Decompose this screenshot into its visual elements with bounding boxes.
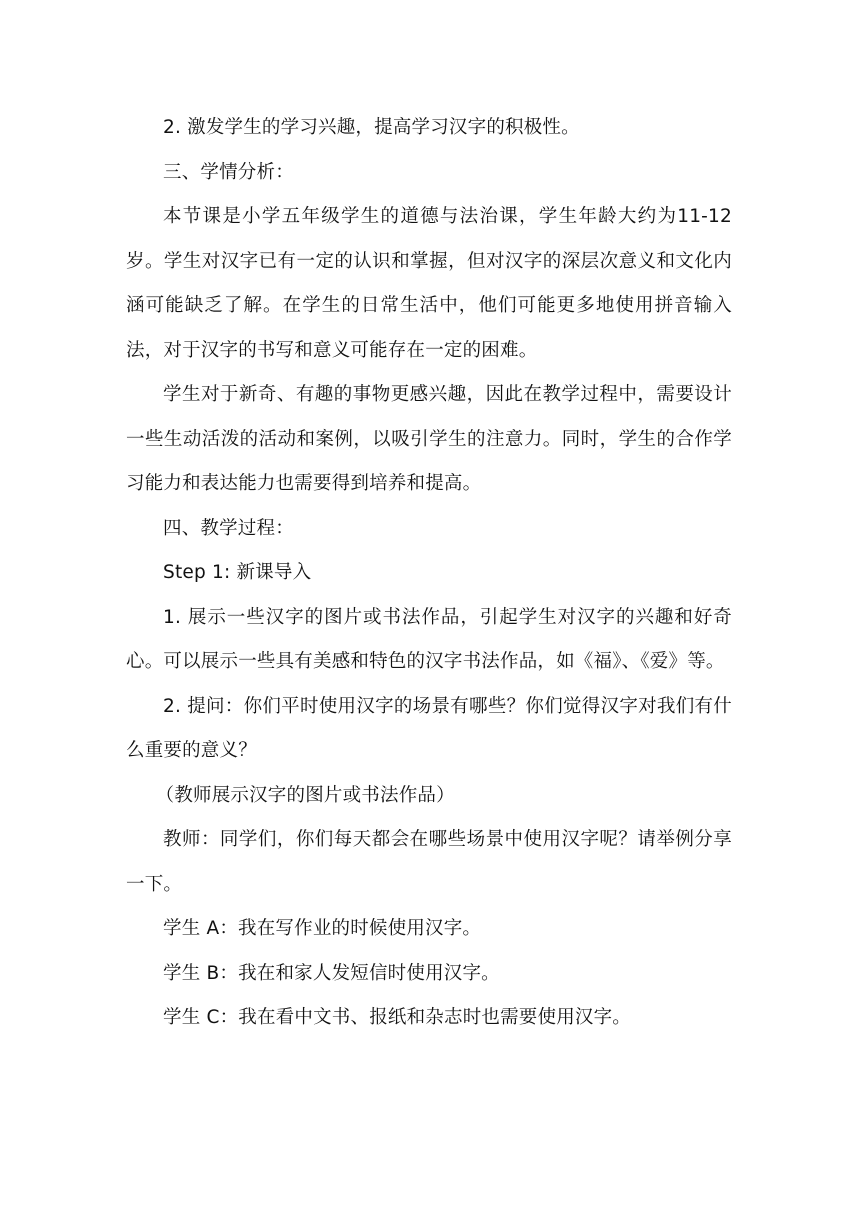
- paragraph-learner-analysis-2: 学生对于新奇、有趣的事物更感兴趣，因此在教学过程中，需要设计一些生动活泼的活动和案例，以吸引学生的注意力。同时，学生的合作学习能力和表达能力也需要得到培养和提高。: [126, 384, 732, 494]
- document-page: [126, 106, 732, 1041]
- paragraph-goal-2: 2. 激发学生的学习兴趣，提高学习汉字的积极性。: [163, 117, 580, 138]
- paragraph-student-a: 学生 A：我在写作业的时候使用汉字。: [163, 918, 482, 939]
- paragraph-stage-direction: （教师展示汉字的图片或书法作品）: [155, 784, 455, 806]
- paragraph-step-item-2: 2. 提问：你们平时使用汉字的场景有哪些？你们觉得汉字对我们有什么重要的意义？: [126, 695, 732, 761]
- section-heading-teaching-process: 四、教学过程：: [163, 517, 294, 539]
- paragraph-step-item-1: 1. 展示一些汉字的图片或书法作品，引起学生对汉字的兴趣和好奇心。可以展示一些具有美感和特色的汉字书法作品，如《福》、《爱》等。: [126, 606, 732, 672]
- paragraph-teacher-line: 教师：同学们，你们每天都会在哪些场景中使用汉字呢？请举例分享一下。: [126, 829, 732, 895]
- step-heading: Step 1: 新课导入: [163, 562, 312, 583]
- section-heading-learner-analysis: 三、学情分析：: [163, 161, 294, 183]
- paragraph-student-b: 学生 B：我在和家人发短信时使用汉字。: [163, 962, 500, 984]
- paragraph-learner-analysis-1: 本节课是小学五年级学生的道德与法治课，学生年龄大约为11-12 岁。学生对汉字已有一定的认识和掌握，但对汉字的深层次意义和文化内涵可能缺乏了解。在学生的日常生活中，他们可能更多地使用拼音输入法，对于汉字的书写和意义可能存在一定的困难。: [126, 206, 732, 361]
- paragraph-student-c: 学生 C：我在看中文书、报纸和杂志时也需要使用汉字。: [163, 1007, 632, 1028]
